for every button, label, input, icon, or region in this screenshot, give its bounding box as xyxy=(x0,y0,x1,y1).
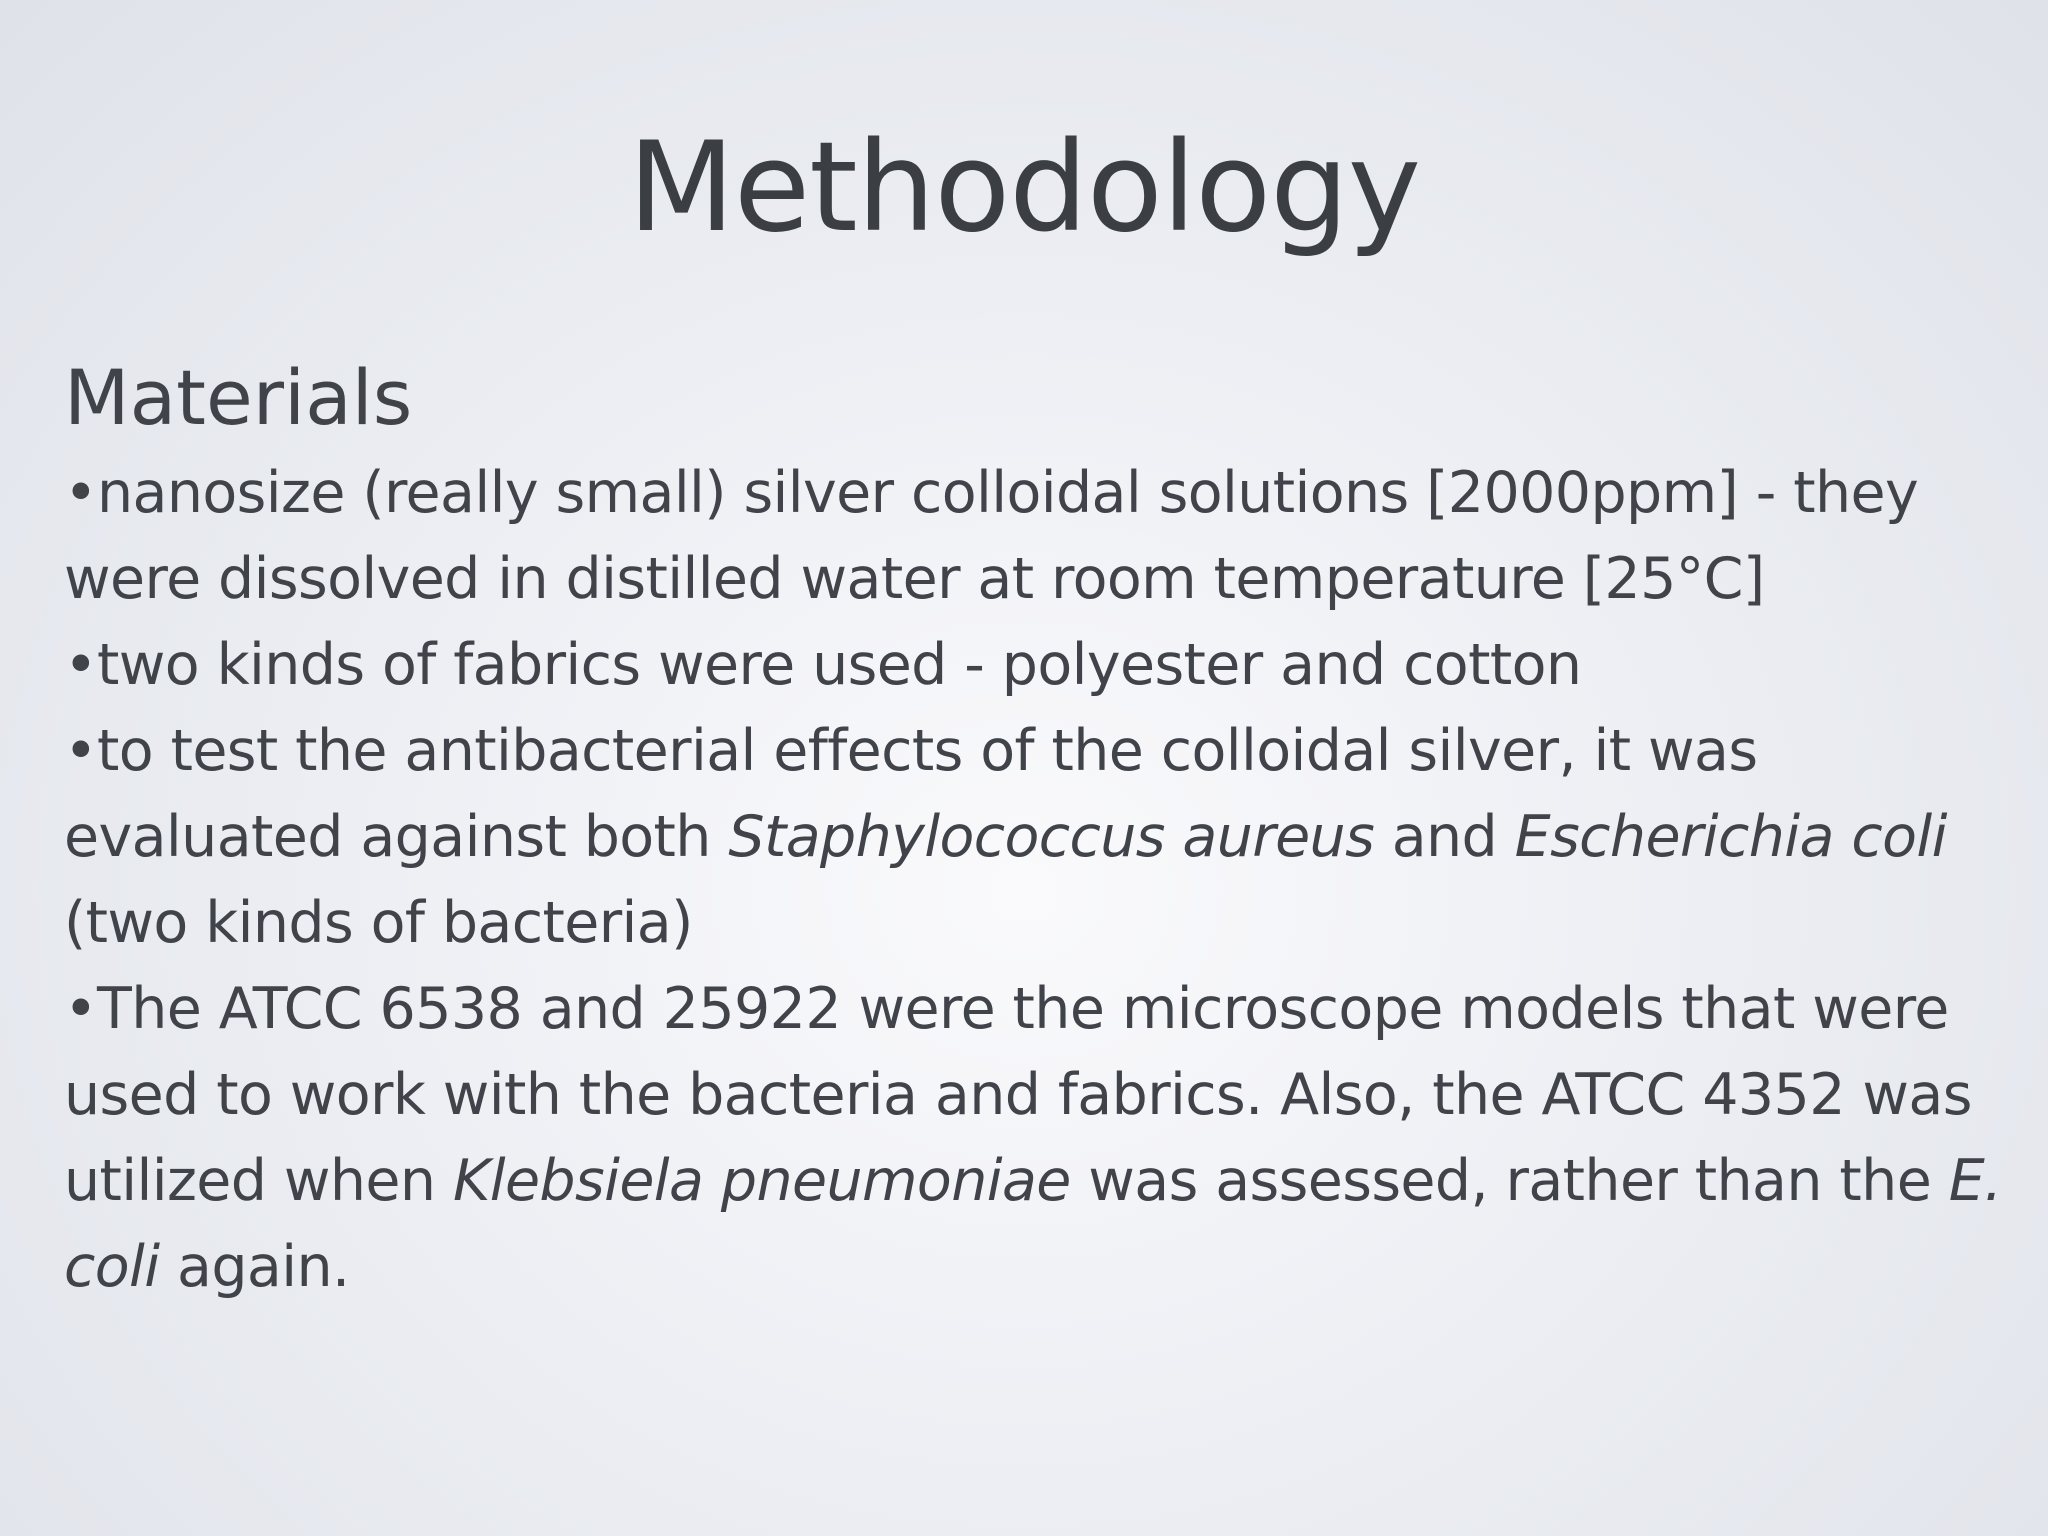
bullet-text: again. xyxy=(159,1234,350,1300)
bullet-marker: • xyxy=(64,632,98,698)
species-name-staphylococcus: Staphylococcus aureus xyxy=(728,804,1375,870)
bullet-text: nanosize (really small) silver colloidal solutions [2000ppm] - they were dissolved in distilled water at room temperature [25°C] xyxy=(64,460,1919,612)
species-name-escherichia: Escherichia coli xyxy=(1514,804,1947,870)
section-heading-materials: Materials xyxy=(64,353,413,442)
bullet-text: two kinds of fabrics were used - polyester and cotton xyxy=(97,632,1582,698)
bullet-text: The ATCC 6538 and 25922 were the microscope models that were used to work with the bacteria and fabrics. Also, the ATCC 4352 was utilized when xyxy=(64,976,1972,1214)
bullet-marker: • xyxy=(64,460,98,526)
slide-content xyxy=(64,353,2008,1310)
bullet-text: to test the antibacterial effects of the colloidal silver, it was evaluated against both xyxy=(64,718,1758,870)
bullet-text: was assessed, rather than the xyxy=(1070,1148,1949,1214)
materials-bullet-list xyxy=(64,450,2008,1310)
slide-title: Methodology xyxy=(627,116,1421,260)
bullet-item-silver-solutions xyxy=(64,450,2008,622)
species-name-klebsiela: Klebsiela pneumoniae xyxy=(452,1148,1071,1214)
species-name-ecoli: E. coli xyxy=(64,1148,2002,1300)
bullet-item-atcc-models xyxy=(64,966,2008,1310)
bullet-marker: • xyxy=(64,718,98,784)
bullet-text: and xyxy=(1374,804,1515,870)
bullet-item-antibacterial-test xyxy=(64,708,2008,966)
bullet-marker: • xyxy=(64,976,98,1042)
bullet-item-fabrics xyxy=(64,622,2008,708)
bullet-text: (two kinds of bacteria) xyxy=(64,890,693,956)
